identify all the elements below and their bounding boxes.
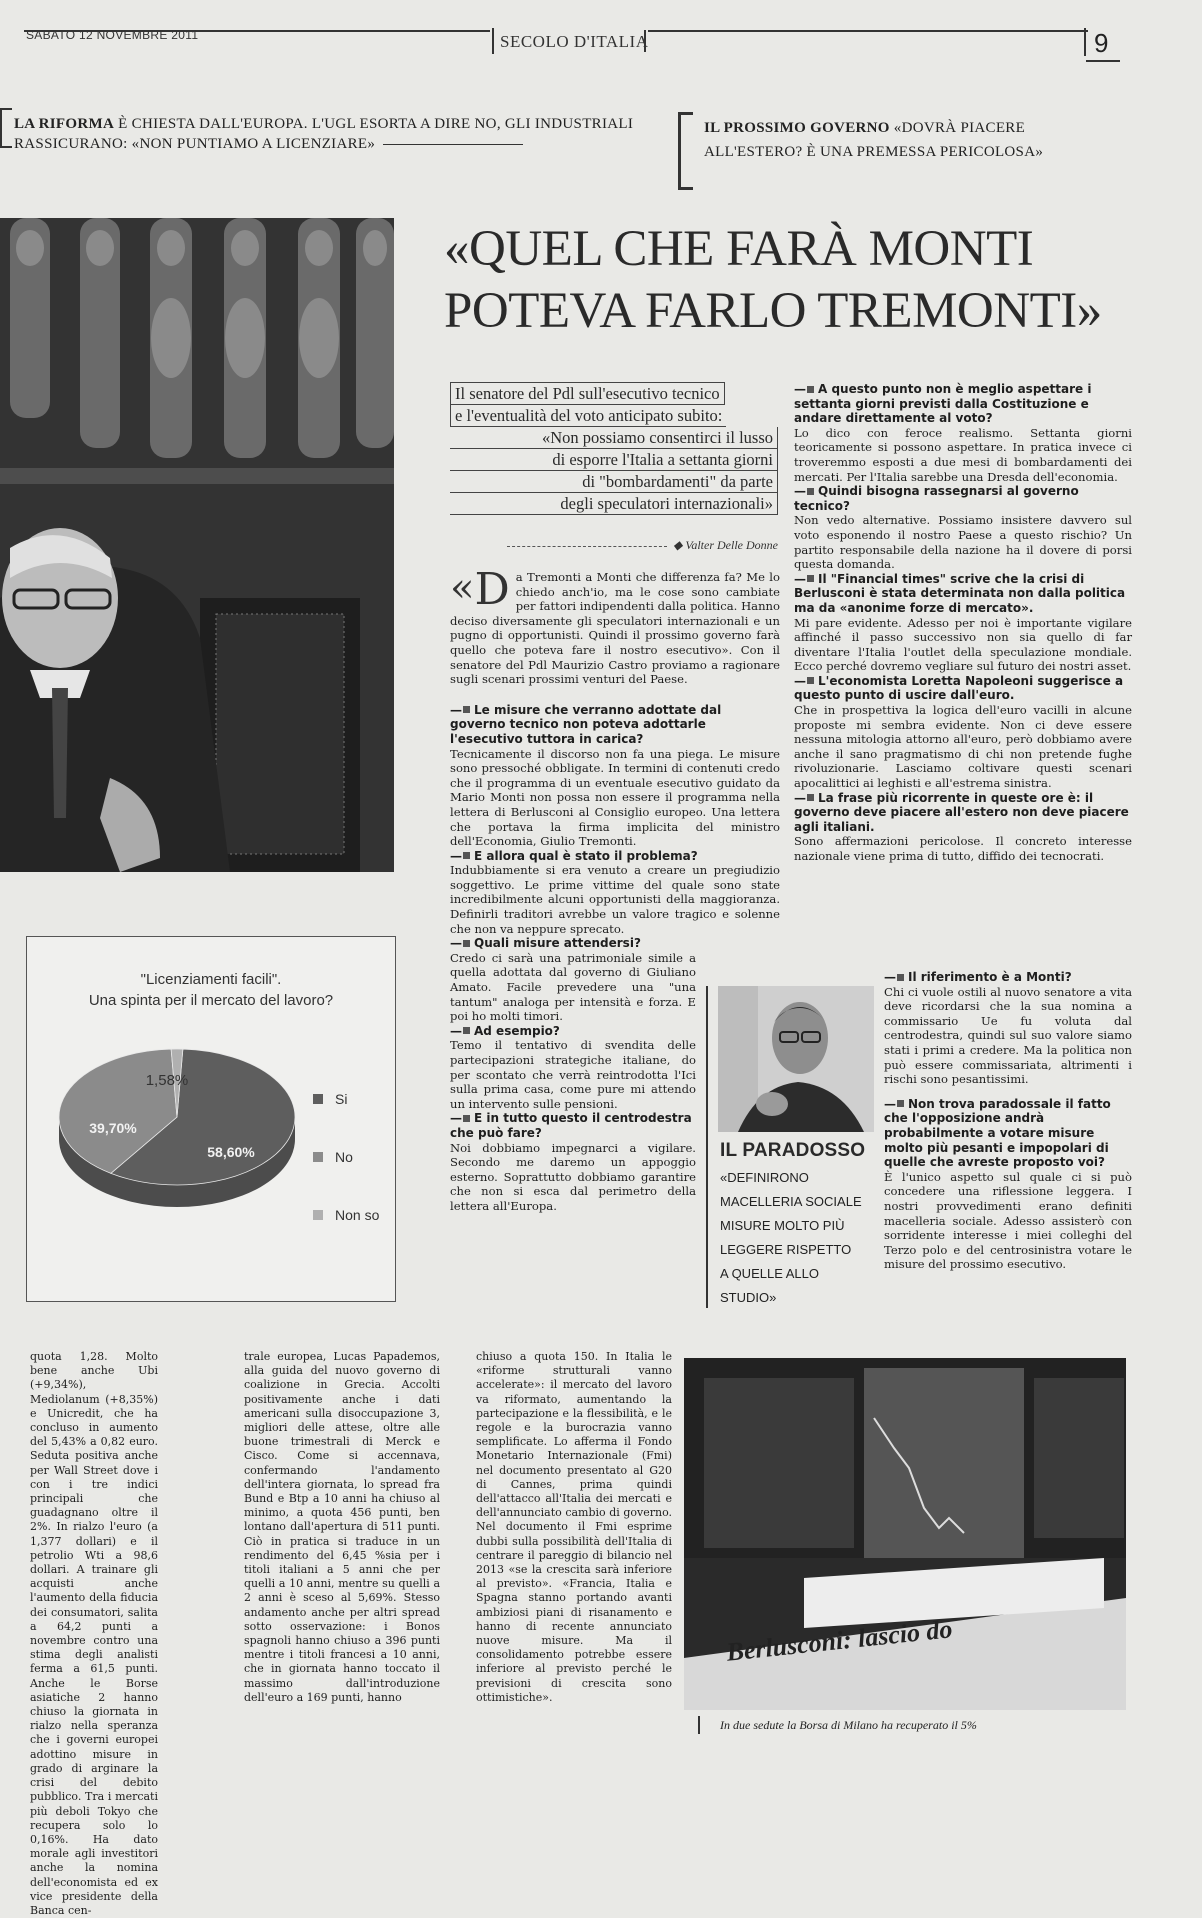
qa-question: — Quindi bisogna rassegnarsi al governo tecnico? xyxy=(794,484,1079,513)
paradox-quote xyxy=(720,1166,874,1310)
legend-swatch xyxy=(313,1152,323,1162)
kicker-left xyxy=(14,114,654,154)
qa-answer: Credo ci sarà una patrimoniale simile a quella adottata dal governo di Giuliano Amato. Facile prevedere una "una tantum" analoga per intensità e forza. E poi ho molti timori. xyxy=(450,950,696,1024)
bottom-column-3: chiuso a quota 150. In Italia le «riforme strutturali vanno accelerate»: il mercato del lavoro va riformato, aumentando la partecipazione e la flessibilità, e le regole e la burocrazia vanno semplificate. Lo afferma il Fondo Monetario Internazionale (Fmi) nel documento presentato al G20 di Cannes, prima quindi dell'attacco all'Italia dei mercati e dell'annunciato cambio di governo. Nel documento il Fmi esprime dubbi sulla possibilità dell'Italia di centrare il pareggio di bilancio nel 2013 «se la crescita sarà inferiore al previsto». «Francia, Italia e Spagna stanno portando avanti ambiziosi piani di risanamento e hanno di recente annunciato nuove misure. Ma il consolidamento potrebbe essere inferiore al previsto perché le previsioni di crescita sono ottimistiche». xyxy=(476,1350,672,1704)
paradox-quote-line-1: «DEFINIRONO xyxy=(720,1170,809,1185)
qa-answer: Tecnicamente il discorso non fa una piega. Le misure sono pressoché obbligate. In termini di contenuti credo che il programma di un eventuale esecutivo guidato da Mario Monti non possa non essere il programma nella lettera di Berlusconi al Consiglio europeo. Una lettera che portava la firma implicita del ministro dell'Economia, Giulio Tremonti. xyxy=(450,746,780,849)
paradox-photo xyxy=(718,986,874,1132)
paradox-quote-line-2: MACELLERIA SOCIALE xyxy=(720,1194,862,1209)
legend-item-si xyxy=(313,1091,379,1107)
paradox-quote-line-4: LEGGERE RISPETTO xyxy=(720,1242,852,1257)
page-number-box xyxy=(1084,28,1086,56)
qa-question: — L'economista Loretta Napoleoni suggerisce a questo punto di uscire dall'euro. xyxy=(794,673,1124,703)
intro-paragraph xyxy=(450,564,780,687)
masthead-paper-name: SECOLO D'ITALIA xyxy=(500,32,649,51)
intro-open-quote: « xyxy=(450,565,475,611)
qa-answer: Indubbiamente si era venuto a creare un pregiudizio soggettivo. Le prime vittime del quale sono state incredibilmente alcuni opportunisti della maggioranza. Definirli traditori avrebbe un valore tragico e solenne che non va neppure sprecato. xyxy=(450,863,780,936)
qa-right-narrow-2 xyxy=(884,1097,1132,1272)
bottom-column-2: trale europea, Lucas Papademos, alla guida del nuovo governo di coalizione in Grecia. Accolti positivamente anche i dati americani sulla disoccupazione 3, migliori delle attese, oltre alle buone trimestrali di Merck e Cisco. Come si accennava, confermando l'andamento dell'intera giornata, lo spread fra Bund e Btp a 10 anni ha chiuso al minimo, a quota 456 punti, ben lontano dall'apertura di 511 punti. Ciò in pratica si traduce in un rendimento del 6,45 %sia per i titoli italiani a 5 anni che per quelli a 10 anni, mentre su quelli a 2 anni è sceso al 5,69%. Stesso andamento anche per altri spread sotto osservazione: i Bonos spagnoli hanno chiuso a 396 punti mentre i titoli francesi a 10 anni, che in giornata hanno toccato il massimo dall'introduzione dell'euro a 169 punti, hanno xyxy=(244,1350,440,1704)
pie-label-si: 58,60% xyxy=(207,1144,255,1160)
right-column xyxy=(794,382,1132,864)
qa-middle-1 xyxy=(450,703,780,849)
legend-swatch xyxy=(313,1094,323,1104)
qa-answer: Che in prospettiva la logica dell'euro vacilli in alcune proposte mi sembra evidente. Non ci deve essere nessuna mitologia attorno all'euro, però dobbiamo avere anche il sano pragmatismo di chi non pretende fughe rivoluzionarie. Lasciamo coltivare questi scenari apocalittici ai leghisti e all'estrema sinistra. xyxy=(794,703,1132,791)
legend-label-si: Si xyxy=(335,1091,348,1107)
qa-answer: È l'unico aspetto sul quale ci si può concedere una riflessione leggera. I nostri provvedimenti erano definiti macelleria sociale. Adesso assisterò con sorridente interesse i miei colleghi del Terzo polo e del centrosinistra votare le misure del prossimo esecutivo. xyxy=(884,1169,1132,1272)
masthead-divider xyxy=(492,28,494,54)
paradox-quote-line-5: A QUELLE ALLO STUDIO» xyxy=(720,1266,820,1305)
chart-title-line-1: "Licenziamenti facili". xyxy=(140,971,282,988)
standfirst-line-1: Il senatore del Pdl sull'esecutivo tecnico xyxy=(450,382,725,405)
portrait-photo-drawing xyxy=(0,218,394,872)
page-number-underline xyxy=(1086,60,1120,62)
bottom-column-1: quota 1,28. Molto bene anche Ubi (+9,34%), Mediolanum (+8,35%) e Unicredit, che ha concluso in aumento del 5,43% a 0,82 euro. Seduta positiva anche per Wall Street dove i con i tre indici principali che guadagnano oltre il 2%. In rialzo l'euro (a 1,377 dollari) e il petrolio Wti a 98,6 dollari. A trainare gli acquisti anche l'aumento della fiducia dei consumatori, salita a 64,2 punti a novembre contro una stima degli analisti ferma a 61,5 punti. Anche le Borse asiatiche 2 hanno chiuso la giornata in rialzo nella speranza che i governi europei adottino misure in grado di arginare la crisi del debito pubblico. Tra i mercati più deboli Tokyo che recupera solo lo 0,16%. Ha dato morale agli investitori anche la nomina dell'economista ed ex vice presidente della Banca cen- xyxy=(30,1350,158,1917)
kicker-right xyxy=(704,116,1104,164)
intro-text: a Tremonti a Monti che differenza fa? Me lo chiedo anch'io, ma le cose sono cambiate per fattori indipendenti dalla politica. Hanno deciso diversamente gli speculatori internazionali e un pugno di opportunisti. Quindi il prossimo governo farà quello che poteva fare il nostro esecutivo». Con il senatore del Pdl Maurizio Castro proviamo a ragionare sugli scenari prossimi venturi del Paese. xyxy=(450,570,780,687)
legend-item-non-so xyxy=(313,1207,379,1223)
byline-rule xyxy=(507,546,667,547)
qa-question: — Ad esempio? xyxy=(450,1023,560,1038)
paradox-box xyxy=(706,986,874,1308)
qa-answer: Mi pare evidente. Adesso per noi è importante vigilare affinché il passo successivo non sia quello di far diventare l'Italia l'outlet della speculazione mondiale. Ecco perché dovremo vegliare sul futuro dei nostri asset. xyxy=(794,615,1132,674)
qa-question: — Quali misure attendersi? xyxy=(450,936,641,951)
chart-legend xyxy=(313,1091,379,1223)
kicker-left-lead: LA RIFORMA xyxy=(14,116,115,132)
qa-middle-3 xyxy=(450,936,696,1024)
kicker-right-bracket xyxy=(678,112,693,190)
standfirst-line-5: di "bombardamenti" da parte xyxy=(450,471,778,493)
legend-label-no: No xyxy=(335,1149,353,1165)
qa-question: — Le misure che verranno adottate dal governo tecnico non poteva adottarle l'esecutivo tuttora in carica? xyxy=(450,702,722,746)
qa-middle-4 xyxy=(450,1024,696,1112)
kicker-right-lead: IL PROSSIMO GOVERNO xyxy=(704,120,890,136)
kicker-left-rule xyxy=(383,144,523,145)
qa-question: — A questo punto non è meglio aspettare i settanta giorni previsti dalla Costituzione e andare direttamente al voto? xyxy=(794,382,1092,426)
qa-question: — Il riferimento è a Monti? xyxy=(884,970,1072,984)
standfirst-line-4: di esporre l'Italia a settanta giorni xyxy=(450,449,778,471)
legend-item-no xyxy=(313,1149,379,1165)
market-photo-caption: In due sedute la Borsa di Milano ha recuperato il 5% xyxy=(720,1718,977,1732)
qa-question: — Non trova paradossale il fatto che l'opposizione andrà probabilmente a votare misure molto più pesanti e impopolari di quelle che avreste proposto voi? xyxy=(884,1096,1111,1170)
qa-answer: Lo dico con feroce realismo. Settanta giorni teoricamente si possono aspettare. In pratica invece ci troveremmo esposti a due mesi di bombardamenti dei mercati. Per l'Italia sarebbe una Dresda dell'economia. xyxy=(794,425,1132,484)
qa-middle-5 xyxy=(450,1111,696,1213)
byline-name: Valter Delle Donne xyxy=(685,538,778,552)
qa-answer: Non vedo alternative. Possiamo insistere davvero sul voto esponendo il nostro Paese a questo rischio? Un partito responsabile della nazione ha il dovere di porsi questa domanda. xyxy=(794,513,1132,572)
market-photo xyxy=(684,1358,1126,1710)
market-photo-newspaper-headline: Berlusconi: lascio do xyxy=(725,1614,954,1667)
qa-right-3 xyxy=(794,572,1132,674)
masthead-date: SABATO 12 NOVEMBRE 2011 xyxy=(26,28,199,42)
headline-line-1: «QUEL CHE FARÀ MONTI xyxy=(444,221,1034,277)
qa-right-2 xyxy=(794,484,1132,572)
qa-question: — Il "Financial times" scrive che la crisi di Berlusconi è stata determinata non dalla politica ma da «anonime forze di mercato». xyxy=(794,571,1126,615)
paradox-quote-line-3: MISURE MOLTO PIÙ xyxy=(720,1218,845,1233)
kicker-left-rest: È CHIESTA DALL'EUROPA. L'UGL ESORTA A DIRE NO, GLI INDUSTRIALI RASSICURANO: «NON PUNTIAMO A LICENZIARE» xyxy=(14,116,634,152)
byline xyxy=(450,538,778,553)
pie-label-no: 39,70% xyxy=(89,1120,137,1136)
standfirst-line-3: «Non possiamo consentirci il lusso xyxy=(450,427,778,449)
pie-chart-box xyxy=(26,936,396,1302)
pie-label-non-so: 1,58% xyxy=(145,1072,189,1089)
masthead-rule-right xyxy=(648,30,1088,32)
qa-right-1 xyxy=(794,382,1132,484)
byline-marker: ◆ xyxy=(673,538,683,552)
kicker-right-rest: «DOVRÀ PIACERE ALL'ESTERO? È UNA PREMESSA PERICOLOSA» xyxy=(704,120,1044,160)
legend-label-non-so: Non so xyxy=(335,1207,380,1223)
masthead xyxy=(0,24,1202,64)
qa-right-5 xyxy=(794,791,1132,864)
intro-dropcap: D xyxy=(474,564,510,615)
page-number: 9 xyxy=(1094,28,1109,58)
standfirst-line-2: e l'eventualità del voto anticipato subito: xyxy=(450,405,726,427)
portrait-photo xyxy=(0,218,394,872)
qa-answer: Noi dobbiamo impegnarci a vigilare. Secondo me daremo un appoggio esterno. Soprattutto dobbiamo garantire che non si esca dal perimetro della lettera all'Europa. xyxy=(450,1140,696,1213)
qa-middle-2 xyxy=(450,849,780,937)
headline xyxy=(444,218,1144,342)
standfirst-line-6: degli speculatori internazionali» xyxy=(450,493,778,515)
qa-question: — E in tutto questo il centrodestra che può fare? xyxy=(450,1111,692,1140)
qa-question: — La frase più ricorrente in queste ore è: il governo deve piacere all'estero non deve piacere agli italiani. xyxy=(794,790,1129,834)
qa-answer: Temo il tentativo di svendita delle partecipazioni strategiche italiane, do per scontato che verrà reintrodotta l'Ici sulla prima casa, come pure mi attendo un intervento sulle pensioni. xyxy=(450,1038,696,1111)
qa-right-4 xyxy=(794,674,1132,791)
paradox-title: IL PARADOSSO xyxy=(720,1140,866,1161)
headline-line-2: POTEVA FARLO TREMONTI» xyxy=(444,283,1102,339)
qa-answer: Sono affermazioni pericolose. Il concreto interesse nazionale viene prima di tutto, diffido dei tecnocrati. xyxy=(794,834,1132,863)
market-photo-caption-marker xyxy=(698,1716,700,1734)
qa-question: — E allora qual è stato il problema? xyxy=(450,848,698,863)
qa-answer: Chi ci vuole ostili al nuovo senatore a vita deve ricordarsi che la sua nomina a commissario Ue fu voluta dal centrodestra, quindi sul suo valore siamo stati i primi a credere. Ma la politica non può essere commissariata, altrimenti i rischi sono pesantissimi. xyxy=(884,984,1132,1087)
legend-swatch xyxy=(313,1210,323,1220)
kicker-left-bracket xyxy=(0,108,12,148)
paradox-photo-drawing xyxy=(718,986,874,1132)
right-narrow-column xyxy=(884,970,1132,1272)
standfirst xyxy=(450,382,778,515)
chart-title-line-2: Una spinta per il mercato del lavoro? xyxy=(88,992,334,1009)
qa-right-narrow-1 xyxy=(884,970,1132,1087)
